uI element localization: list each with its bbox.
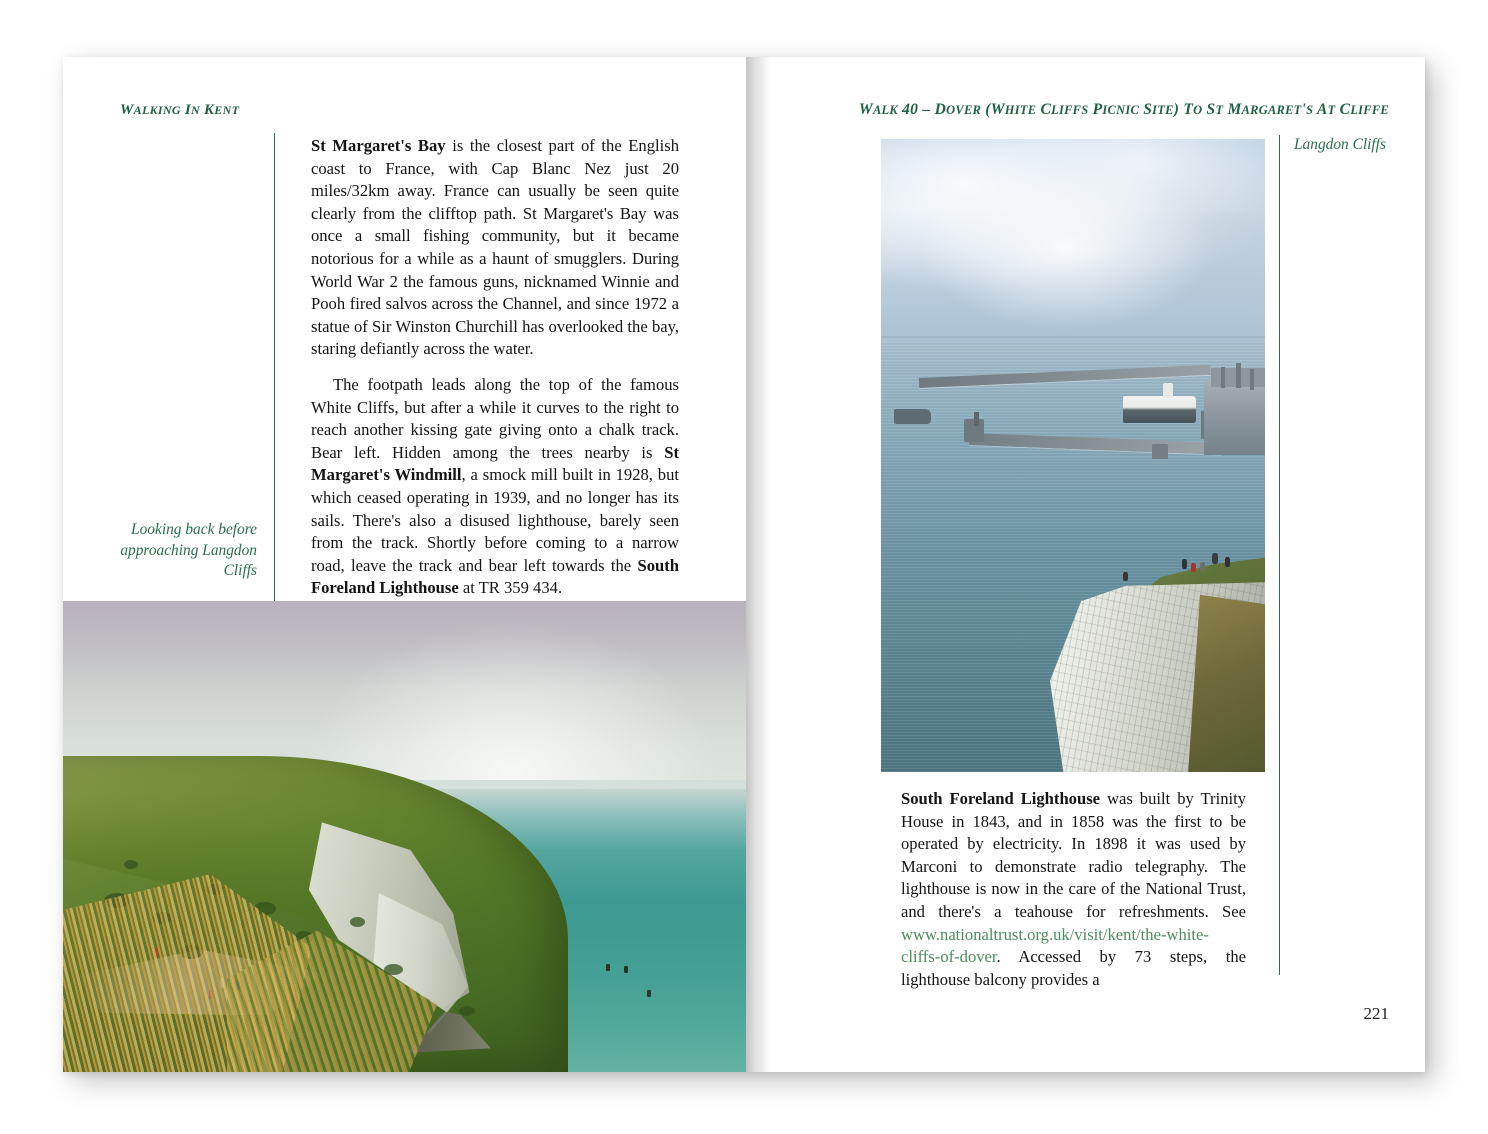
paragraph-1-text: is the closest part of the English coast to France, with Cap Blanc Nez just 20 miles/32km away. France can usually be seen quite clearly from the clifftop path. St Margaret's Bay was once a small fishing community, but it became notorious for a while as a haunt of smugglers. During World War 2 the famous guns, nicknamed Winnie and Pooh fired salvos across the Channel, and since 1972 a statue of Sir Winston Churchill has overlooked the bay, staring defiantly across the water. xyxy=(311,136,680,359)
paragraph-2-part-1: The footpath leads along the top of the famous White Cliffs, but after a while it curves to the right to reach another kissing gate giving onto a chalk track. Bear left. Hidden among the trees nearby is xyxy=(311,374,679,462)
running-head-left: WALKING IN KENT xyxy=(120,102,240,118)
column-rule-right xyxy=(1279,135,1280,975)
bold-south-foreland-lighthouse-right: South Foreland Lighthouse xyxy=(901,789,1101,808)
paragraph-2-part-3: at TR 359 434. xyxy=(458,578,563,598)
left-page-body-text xyxy=(311,135,679,600)
book-spread xyxy=(63,57,1425,1072)
caption-looking-back: Looking back before approaching Langdon Cliffs xyxy=(120,521,257,579)
left-page xyxy=(63,57,746,1072)
page-number: 221 xyxy=(1363,1004,1389,1023)
right-paragraph-part-2: . Accessed by 73 steps, the lighthouse balcony provides a xyxy=(901,947,1246,989)
caption-langdon-cliffs: Langdon Cliffs xyxy=(1294,136,1386,153)
paragraph-footpath xyxy=(311,374,679,600)
right-page-body-text xyxy=(901,788,1246,991)
running-head-right: WALK 40 – DOVER (WHITE CLIFFS PICNIC SITE) TO ST MARGARET'S AT CLIFFE xyxy=(858,101,1389,118)
paragraph-st-margarets-bay xyxy=(311,135,679,361)
paragraph-2-part-2: , a smock mill built in 1928, but which ceased operating in 1939, and no longer has its sails. There's also a disused lighthouse, barely seen from the track. Shortly before coming to a narrow road, leave the track and bear left towards the xyxy=(311,465,679,575)
lead-in-bold: St Margaret's Bay xyxy=(311,136,446,155)
right-paragraph-part-1: was built by Trinity House in 1843, and in 1858 was the first to be operated by electricity. In 1898 it was used by Marconi to demonstrate radio telegraphy. The lighthouse is now in the care of the National Trust, and there's a teahouse for refreshments. See xyxy=(901,789,1247,921)
column-rule-left xyxy=(274,133,275,604)
right-page xyxy=(746,57,1425,1072)
national-trust-url[interactable]: www.nationaltrust.org.uk/visit/kent/the-white-cliffs-of-dover xyxy=(901,924,1209,967)
paragraph-south-foreland-lighthouse xyxy=(901,788,1246,991)
bold-st-margarets-windmill: St Margaret's Windmill xyxy=(311,442,679,485)
photo-dover-harbour-cliff xyxy=(881,139,1265,772)
photo-white-cliffs-langdon xyxy=(63,601,746,1072)
bold-south-foreland-lighthouse: South Foreland Lighthouse xyxy=(311,555,679,598)
